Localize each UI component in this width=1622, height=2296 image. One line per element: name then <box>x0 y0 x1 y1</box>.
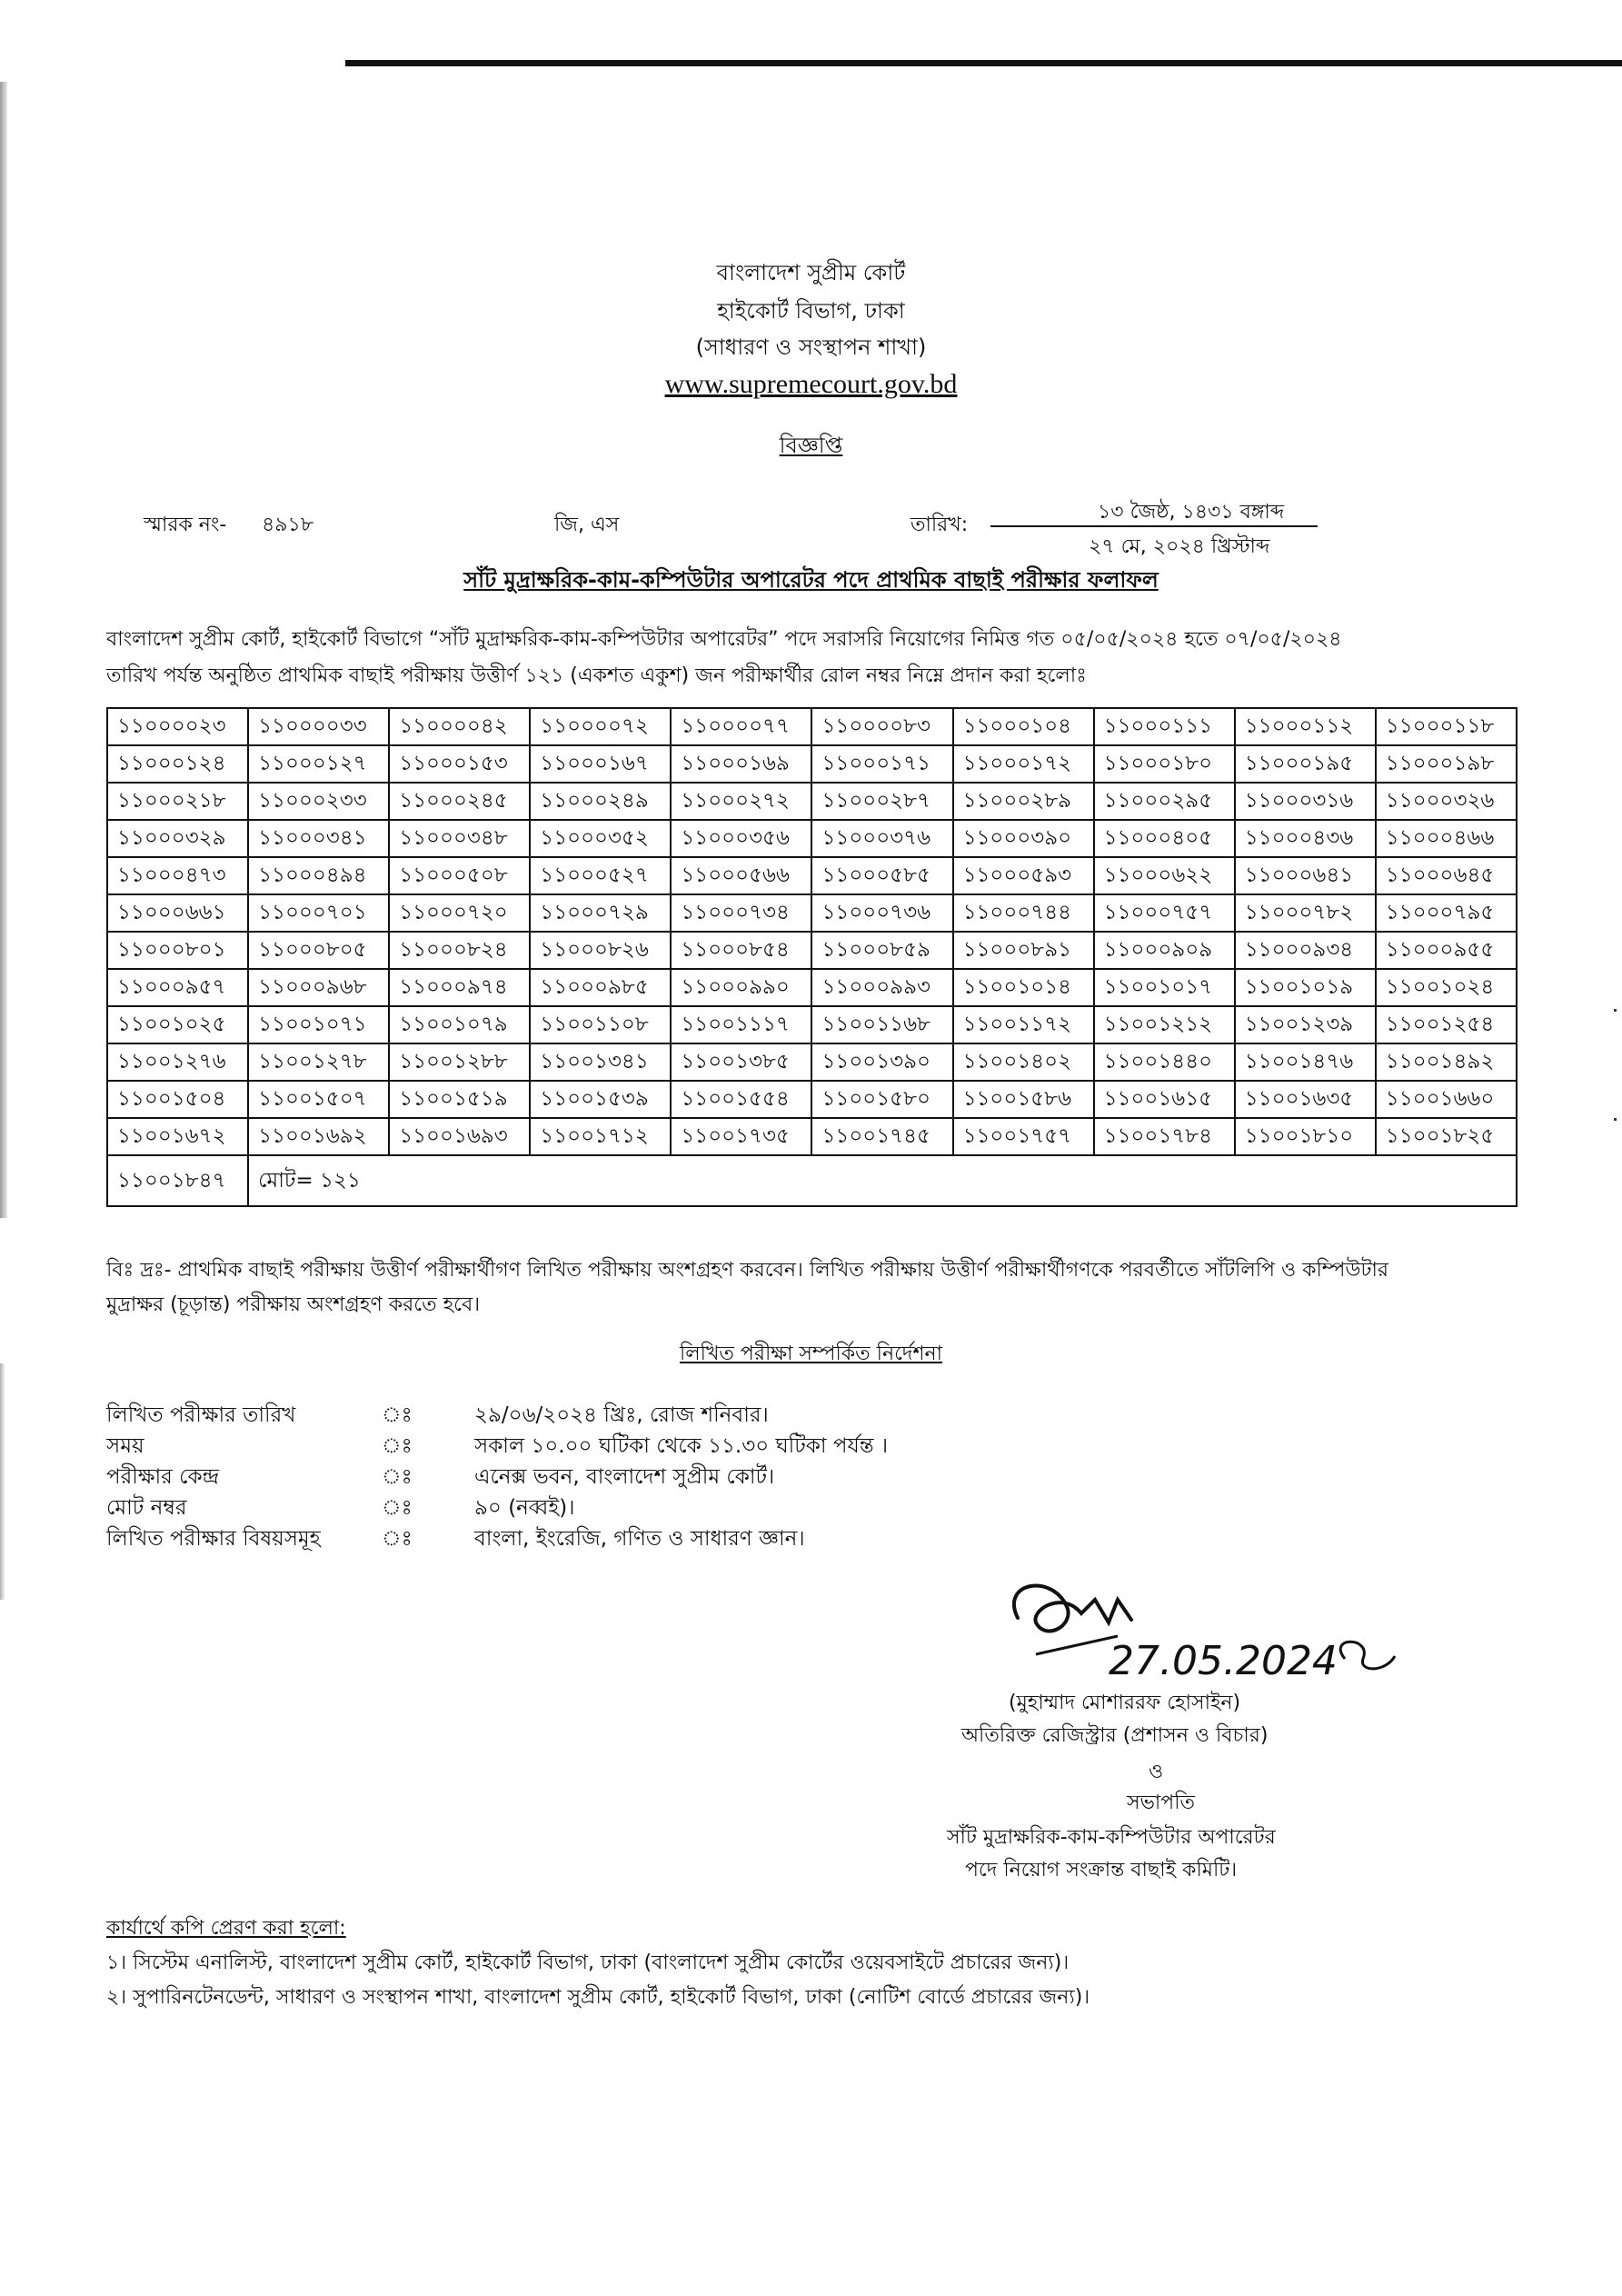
subject-heading: সাঁট মুদ্রাক্ষরিক-কাম-কম্পিউটার অপারেটর পদে প্রাথমিক বাছাই পরীক্ষার ফলাফল <box>463 567 1159 593</box>
intro-line-1: বাংলাদেশ সুপ্রীম কোর্ট, হাইকোর্ট বিভাগে “সাঁট মুদ্রাক্ষরিক-কাম-কম্পিউটার অপারেটর” পদে সরাসরি নিয়োগের নিমিত্ত গত ০৫/০৫/২০২৪ হতে ০৭/০৫/২০২৪ <box>106 628 1342 651</box>
roll-number-cell: ১১০০০৮২৬ <box>530 932 671 969</box>
table-row <box>107 1118 1517 1155</box>
instruction-colon: ঃ <box>382 1527 413 1551</box>
roll-number-cell: ১১০০০১৯৫ <box>1235 745 1376 783</box>
roll-number-cell: ১১০০১৩৪১ <box>530 1043 671 1081</box>
roll-number-cell: ১১০০০২৭২ <box>671 783 811 820</box>
roll-number-cell: ১১০০১৪৪০ <box>1094 1043 1235 1081</box>
roll-number-cell: ১১০০১০৭১ <box>248 1006 389 1043</box>
roll-number-cell: ১১০০১০১৭ <box>1094 969 1235 1006</box>
roll-number-table <box>106 707 1518 1207</box>
division-name: হাইকোর্ট বিভাগ, ঢাকা <box>717 298 905 324</box>
roll-number-cell: ১১০০০৭৩৬ <box>811 894 952 932</box>
roll-number-cell: ১১০০১৮৪৭ <box>107 1155 248 1206</box>
roll-number-cell: ১১০০১২১২ <box>1094 1006 1235 1043</box>
roll-number-cell: ১১০০১৩৮৫ <box>671 1043 811 1081</box>
roll-number-cell: ১১০০০৯৫৭ <box>107 969 248 1006</box>
roll-number-cell: ১১০০০১১৮ <box>1376 708 1517 745</box>
roll-number-cell: ১১০০০৯৩৪ <box>1235 932 1376 969</box>
roll-number-cell: ১১০০১৫০৭ <box>248 1081 389 1118</box>
instruction-value: বাংলা, ইংরেজি, গণিত ও সাধারণ জ্ঞান। <box>474 1527 805 1551</box>
website-link[interactable]: www.supremecourt.gov.bd <box>664 369 958 399</box>
roll-number-cell: ১১০০০৫০৮ <box>389 857 530 894</box>
roll-number-cell: ১১০০০৩৪১ <box>248 820 389 857</box>
roll-number-cell: ১১০০০৪০৫ <box>1094 820 1235 857</box>
roll-number-cell: ১১০০০৩২৬ <box>1376 783 1517 820</box>
roll-number-cell: ১১০০০১০৪ <box>953 708 1094 745</box>
roll-number-cell: ১১০০১৪৯২ <box>1376 1043 1517 1081</box>
roll-number-cell: ১১০০০৩৪৮ <box>389 820 530 857</box>
roll-number-cell: ১১০০০৯৫৫ <box>1376 932 1517 969</box>
signatory-and: ও <box>1149 1761 1164 1783</box>
roll-number-cell: ১১০০১১৬৮ <box>811 1006 952 1043</box>
copy-item: ১। সিস্টেম এনালিস্ট, বাংলাদেশ সুপ্রীম কোর্ট, হাইকোর্ট বিভাগ, ঢাকা (বাংলাদেশ সুপ্রীম কোর্টের ওয়েবসাইটে প্রচারের জন্য)। <box>106 1952 1070 1974</box>
roll-number-cell: ১১০০০২৩৩ <box>248 783 389 820</box>
roll-number-cell: ১১০০০৪৯৪ <box>248 857 389 894</box>
roll-number-cell: ১১০০০৬৪১ <box>1235 857 1376 894</box>
roll-number-cell: ১১০০১৪৭৬ <box>1235 1043 1376 1081</box>
scan-left-edge <box>0 1363 5 1600</box>
handwritten-date: 27.05.2024 <box>1109 1638 1338 1682</box>
roll-number-cell: ১১০০০২৯৫ <box>1094 783 1235 820</box>
instruction-value: ২৯/০৬/২০২৪ খ্রিঃ, রোজ শনিবার। <box>474 1403 769 1427</box>
roll-number-cell: ১১০০০৩৫২ <box>530 820 671 857</box>
roll-number-cell: ১১০০১৬৬০ <box>1376 1081 1517 1118</box>
signatory-name: (মুহাম্মাদ মোশাররফ হোসাইন) <box>1009 1692 1241 1714</box>
roll-number-cell: ১১০০০০৮৩ <box>811 708 952 745</box>
table-row <box>107 783 1517 820</box>
roll-number-cell: ১১০০০৩১৬ <box>1235 783 1376 820</box>
roll-number-cell: ১১০০১৫৩৯ <box>530 1081 671 1118</box>
roll-number-cell: ১১০০১৭৩৫ <box>671 1118 811 1155</box>
roll-number-cell: ১১০০১৮১০ <box>1235 1118 1376 1155</box>
committee-line-2: পদে নিয়োগ সংক্রান্ত বাছাই কমিটি। <box>965 1859 1238 1882</box>
roll-number-cell: ১১০০০১৮০ <box>1094 745 1235 783</box>
table-row <box>107 820 1517 857</box>
roll-number-cell: ১১০০০৬৪৫ <box>1376 857 1517 894</box>
roll-number-cell: ১১০০১৩৯০ <box>811 1043 952 1081</box>
roll-number-cell: ১১০০০৩২৯ <box>107 820 248 857</box>
instruction-value: ৯০ (নব্বই)। <box>474 1496 575 1520</box>
date-bangla: ১৩ জৈষ্ঠ, ১৪৩১ বঙ্গাব্দ <box>1098 501 1285 524</box>
roll-number-cell: ১১০০০১৭১ <box>811 745 952 783</box>
roll-number-cell: ১১০০০১৬৯ <box>671 745 811 783</box>
roll-number-cell: ১১০০০৭৯৫ <box>1376 894 1517 932</box>
instruction-value: সকাল ১০.০০ ঘটিকা থেকে ১১.৩০ ঘটিকা পর্যন্ত । <box>474 1434 889 1458</box>
signatory-title: অতিরিক্ত রেজিস্ট্রার (প্রশাসন ও বিচার) <box>961 1724 1269 1747</box>
empty-cell <box>389 1155 1517 1206</box>
roll-number-cell: ১১০০১৭১২ <box>530 1118 671 1155</box>
scan-speck <box>1614 1009 1617 1012</box>
roll-number-cell: ১১০০১৭৫৭ <box>953 1118 1094 1155</box>
roll-number-cell: ১১০০১২৭৬ <box>107 1043 248 1081</box>
roll-number-cell: ১১০০১০১৯ <box>1235 969 1376 1006</box>
intro-line-2: তারিখ পর্যন্ত অনুষ্ঠিত প্রাথমিক বাছাই পরীক্ষায় উত্তীর্ণ ১২১ (একশত একুশ) জন পরীক্ষার্থীর রোল নম্বর নিম্নে প্রদান করা হলোঃ <box>106 664 1087 687</box>
roll-number-cell: ১১০০১২৫৪ <box>1376 1006 1517 1043</box>
roll-number-cell: ১১০০০৯৯৩ <box>811 969 952 1006</box>
roll-number-cell: ১১০০০৫৮৫ <box>811 857 952 894</box>
roll-number-cell: ১১০০০৪৬৬ <box>1376 820 1517 857</box>
roll-number-cell: ১১০০১৬৯২ <box>248 1118 389 1155</box>
roll-number-cell: ১১০০১৪০২ <box>953 1043 1094 1081</box>
roll-number-cell: ১১০০০২৮৯ <box>953 783 1094 820</box>
roll-number-cell: ১১০০১৮২৫ <box>1376 1118 1517 1155</box>
instructions-heading: লিখিত পরীক্ষা সম্পর্কিত নির্দেশনা <box>679 1343 942 1365</box>
roll-number-cell: ১১০০০৮০৫ <box>248 932 389 969</box>
instruction-colon: ঃ <box>382 1434 413 1458</box>
roll-number-cell: ১১০০০৫৯৩ <box>953 857 1094 894</box>
roll-number-cell: ১১০০০১১১ <box>1094 708 1235 745</box>
roll-number-cell: ১১০০০৩৯০ <box>953 820 1094 857</box>
roll-number-cell: ১১০০১২৮৮ <box>389 1043 530 1081</box>
roll-number-cell: ১১০০০২৪৫ <box>389 783 530 820</box>
instruction-colon: ঃ <box>382 1496 413 1520</box>
roll-number-cell: ১১০০০৭৫৭ <box>1094 894 1235 932</box>
roll-number-cell: ১১০০০৯৬৮ <box>248 969 389 1006</box>
roll-number-cell: ১১০০০১২৪ <box>107 745 248 783</box>
roll-number-cell: ১১০০০২৮৭ <box>811 783 952 820</box>
roll-number-cell: ১১০০০৯৯০ <box>671 969 811 1006</box>
roll-number-cell: ১১০০১৭৮৪ <box>1094 1118 1235 1155</box>
instruction-colon: ঃ <box>382 1465 413 1489</box>
roll-number-cell: ১১০০০২১৮ <box>107 783 248 820</box>
roll-number-cell: ১১০০১১৭২ <box>953 1006 1094 1043</box>
note-line-1: বিঃ দ্রঃ- প্রাথমিক বাছাই পরীক্ষায় উত্তীর্ণ পরীক্ষার্থীগণ লিখিত পরীক্ষায় অংশগ্রহণ করবেন। লিখিত পরীক্ষায় উত্তীর্ণ পরীক্ষার্থীগণকে পরবর্তীতে সাঁটলিপি ও কম্পিউটার <box>106 1259 1388 1282</box>
roll-number-cell: ১১০০০১৬৭ <box>530 745 671 783</box>
table-row <box>107 1006 1517 1043</box>
scan-speck <box>1614 1118 1617 1121</box>
memo-number: ৪৯১৮ <box>262 514 314 536</box>
roll-number-cell: ১১০০০৯০৯ <box>1094 932 1235 969</box>
roll-number-cell: ১১০০০৫২৭ <box>530 857 671 894</box>
roll-number-cell: ১১০০০৪৩৬ <box>1235 820 1376 857</box>
signatory-role: সভাপতি <box>1127 1792 1196 1814</box>
roll-number-cell: ১১০০০৩৭৬ <box>811 820 952 857</box>
scan-top-border <box>345 60 1622 66</box>
roll-number-cell: ১১০০০৭২০ <box>389 894 530 932</box>
roll-number-cell: ১১০০১০২৫ <box>107 1006 248 1043</box>
instruction-label: পরীক্ষার কেন্দ্র <box>106 1465 220 1489</box>
notice-title: বিজ্ঞপ্তি <box>779 433 843 458</box>
roll-number-cell: ১১০০০৭২৯ <box>530 894 671 932</box>
roll-number-cell: ১১০০১০২৪ <box>1376 969 1517 1006</box>
memo-section: জি, এস <box>554 514 620 536</box>
roll-number-cell: ১১০০০১৭২ <box>953 745 1094 783</box>
org-name: বাংলাদেশ সুপ্রীম কোর্ট <box>716 260 906 285</box>
roll-number-cell: ১১০০০১৫৩ <box>389 745 530 783</box>
table-row <box>107 969 1517 1006</box>
instruction-colon: ঃ <box>382 1403 413 1427</box>
roll-number-cell: ১১০০০৭৮২ <box>1235 894 1376 932</box>
copies-heading: কার্যার্থে কপি প্রেরণ করা হলো: <box>106 1917 346 1940</box>
instruction-label: লিখিত পরীক্ষার তারিখ <box>106 1403 296 1427</box>
roll-number-cell: ১১০০১১১৭ <box>671 1006 811 1043</box>
roll-number-cell: ১১০০১৫৮০ <box>811 1081 952 1118</box>
roll-number-cell: ১১০০০৬৬১ <box>107 894 248 932</box>
roll-number-cell: ১১০০০০২৩ <box>107 708 248 745</box>
roll-number-cell: ১১০০০৮৫৯ <box>811 932 952 969</box>
date-english: ২৭ মে, ২০২৪ খ্রিস্টাব্দ <box>1089 535 1270 558</box>
roll-number-cell: ১১০০০১৯৮ <box>1376 745 1517 783</box>
roll-number-cell: ১১০০০৭৩৪ <box>671 894 811 932</box>
roll-number-cell: ১১০০১৭৪৫ <box>811 1118 952 1155</box>
committee-line-1: সাঁট মুদ্রাক্ষরিক-কাম-কম্পিউটার অপারেটর <box>947 1826 1276 1849</box>
copy-item: ২। সুপারিনটেনডেন্ট, সাধারণ ও সংস্থাপন শাখা, বাংলাদেশ সুপ্রীম কোর্ট, হাইকোর্ট বিভাগ, ঢাকা (নোটিশ বোর্ডে প্রচারের জন্য)। <box>106 1986 1090 2009</box>
roll-number-cell: ১১০০০১১২ <box>1235 708 1376 745</box>
roll-number-cell: ১১০০০৮৯১ <box>953 932 1094 969</box>
roll-number-cell: ১১০০০০৩৩ <box>248 708 389 745</box>
table-row <box>107 1081 1517 1118</box>
roll-number-cell: ১১০০০০৭৭ <box>671 708 811 745</box>
memo-label: স্মারক নং- <box>144 514 227 536</box>
roll-number-cell: ১১০০১৬১৫ <box>1094 1081 1235 1118</box>
table-row <box>107 1043 1517 1081</box>
table-row <box>107 708 1517 745</box>
note-line-2: মুদ্রাক্ষর (চূড়ান্ত) পরীক্ষায় অংশগ্রহণ করতে হবে। <box>106 1293 481 1316</box>
roll-number-cell: ১১০০০৮০১ <box>107 932 248 969</box>
roll-number-cell: ১১০০১২৩৯ <box>1235 1006 1376 1043</box>
roll-number-cell: ১১০০০০৭২ <box>530 708 671 745</box>
roll-number-cell: ১১০০০৬২২ <box>1094 857 1235 894</box>
roll-number-cell: ১১০০১৬৩৫ <box>1235 1081 1376 1118</box>
table-row <box>107 857 1517 894</box>
table-row <box>107 1155 1517 1206</box>
roll-number-cell: ১১০০০৯৮৫ <box>530 969 671 1006</box>
instruction-label: মোট নম্বর <box>106 1496 187 1520</box>
instruction-value: এনেক্স ভবন, বাংলাদেশ সুপ্রীম কোর্ট। <box>474 1465 775 1489</box>
roll-number-cell: ১১০০১৫৮৬ <box>953 1081 1094 1118</box>
roll-number-cell: ১১০০১৬৭২ <box>107 1118 248 1155</box>
roll-number-cell: ১১০০০৭০১ <box>248 894 389 932</box>
roll-number-cell: ১১০০১৫৫৪ <box>671 1081 811 1118</box>
table-row <box>107 894 1517 932</box>
roll-number-cell: ১১০০০৫৬৬ <box>671 857 811 894</box>
roll-number-cell: ১১০০০৭৪৪ <box>953 894 1094 932</box>
roll-number-cell: ১১০০১৬৯৩ <box>389 1118 530 1155</box>
roll-number-cell: ১১০০০৮৫৪ <box>671 932 811 969</box>
table-row <box>107 745 1517 783</box>
roll-number-cell: ১১০০১১০৮ <box>530 1006 671 1043</box>
handwritten-signature <box>981 1572 1399 1682</box>
roll-number-cell: ১১০০১৫০৪ <box>107 1081 248 1118</box>
roll-number-cell: ১১০০১২৭৮ <box>248 1043 389 1081</box>
roll-number-cell: ১১০০০১২৭ <box>248 745 389 783</box>
roll-number-cell: ১১০০১০১৪ <box>953 969 1094 1006</box>
roll-number-cell: ১১০০০২৪৯ <box>530 783 671 820</box>
roll-number-cell: ১১০০০৯৭৪ <box>389 969 530 1006</box>
roll-number-cell: ১১০০০০৪২ <box>389 708 530 745</box>
roll-number-cell: ১১০০১৫১৯ <box>389 1081 530 1118</box>
instruction-label: লিখিত পরীক্ষার বিষয়সমূহ <box>106 1527 321 1551</box>
instruction-label: সময় <box>106 1434 144 1458</box>
roll-number-cell: ১১০০০৩৫৬ <box>671 820 811 857</box>
scan-left-edge <box>0 82 7 1218</box>
roll-number-cell: ১১০০১০৭৯ <box>389 1006 530 1043</box>
branch-name: (সাধারণ ও সংস্থাপন শাখা) <box>695 334 927 360</box>
table-row <box>107 932 1517 969</box>
total-count-cell: মোট= ১২১ <box>248 1155 389 1206</box>
roll-number-cell: ১১০০০৪৭৩ <box>107 857 248 894</box>
date-label: তারিখ: <box>911 514 969 536</box>
roll-number-cell: ১১০০০৮২৪ <box>389 932 530 969</box>
